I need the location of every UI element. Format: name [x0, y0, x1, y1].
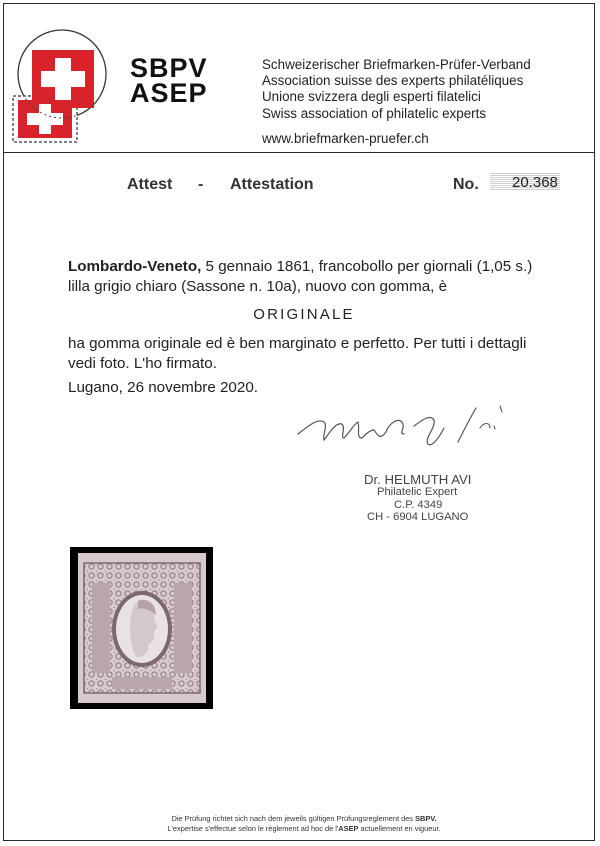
footer-fr — [4, 824, 600, 834]
association-fr: Association suisse des experts philatéliques — [262, 73, 524, 89]
title-attest: Attest — [127, 176, 173, 193]
certificate-number: 20.368 — [490, 173, 560, 191]
brand-sbpv: SBPV — [130, 53, 208, 83]
footer-fr-text-end: actuellement en vigueur. — [358, 824, 441, 833]
description-line-3: ha gomma originale ed è ben marginato e perfetto. Per tutti i dettagli — [68, 335, 527, 352]
footer-fr-text: L'expertise s'effectue selon le règlement ad hoc de l' — [167, 824, 339, 833]
footer-de-text: Die Prüfung richtet sich nach dem jeweils gültigen Prüfungsreglement des — [171, 814, 416, 823]
brand-name — [130, 53, 208, 108]
certificate-header — [4, 4, 594, 153]
handwritten-signature — [294, 392, 514, 462]
stamp-photo — [70, 547, 213, 709]
stamp-issue-details: 5 gennaio 1861, francobollo per giornali (1,05 s.) — [201, 258, 533, 275]
stamp-image — [78, 553, 206, 703]
description-line-2: lilla grigio chiaro (Sassone n. 10a), nuovo con gomma, è — [68, 278, 448, 295]
brand-asep: ASEP — [130, 78, 208, 108]
expert-city: CH - 6904 LUGANO — [367, 511, 469, 524]
website-url: www.briefmarken-pruefer.ch — [262, 131, 429, 146]
sbpv-logo-icon — [10, 20, 126, 144]
verdict-original: ORIGINALE — [253, 306, 355, 323]
title-attestation: Attestation — [230, 176, 314, 193]
expert-title: Philatelic Expert — [377, 486, 458, 499]
footer-de-bold: SBPV. — [415, 814, 437, 823]
association-en: Swiss association of philatelic experts — [262, 105, 487, 121]
description-line-4: vedi foto. L'ho firmato. — [68, 355, 217, 372]
certificate-footer — [4, 814, 600, 834]
footer-de — [4, 814, 600, 824]
expert-po-box: C.P. 4349 — [394, 498, 443, 511]
association-names — [262, 57, 531, 122]
title-dash: - — [198, 176, 204, 193]
association-it: Unione svizzera degli esperti filatelici — [262, 89, 481, 105]
place-and-date: Lugano, 26 novembre 2020. — [68, 379, 258, 396]
certificate-page — [3, 3, 595, 841]
expert-stamp — [362, 474, 471, 524]
association-de: Schweizerischer Briefmarken-Prüfer-Verband — [262, 57, 531, 72]
description-line-1 — [68, 257, 578, 277]
stamp-portrait-icon — [78, 553, 206, 703]
certificate-number-label: No. — [453, 176, 479, 193]
footer-fr-bold: ASEP — [338, 824, 359, 833]
stamp-issue-name: Lombardo-Veneto, — [68, 258, 202, 275]
expert-name: Dr. HELMUTH AVI — [364, 472, 472, 487]
